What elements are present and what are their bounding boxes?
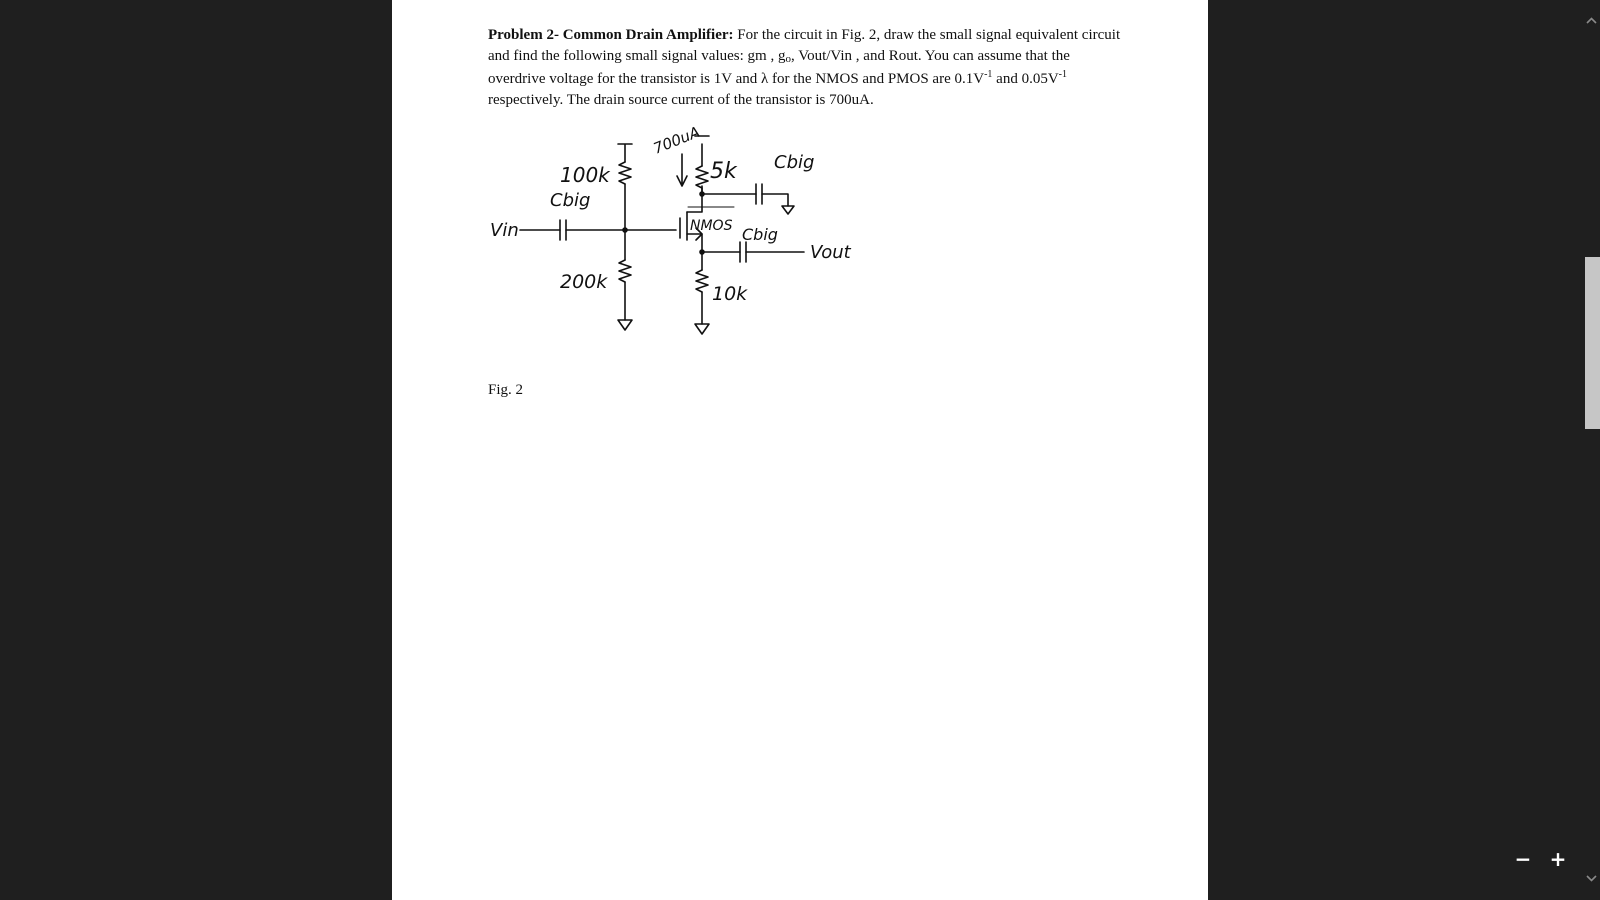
c-in-label: Cbig [550,190,591,211]
c-out-label: Cbig [742,225,778,244]
r-source-label: 10k [712,283,748,305]
common-drain-schematic [488,112,888,372]
zoom-out-button[interactable]: − [1514,847,1532,871]
chevron-up-icon[interactable] [1583,12,1600,29]
zoom-in-button[interactable]: + [1549,847,1567,871]
chevron-down-icon[interactable] [1583,870,1600,887]
problem-text: respectively. The drain source current of the transistor is 700uA. [488,91,874,108]
scroll-thumb[interactable] [1585,257,1600,429]
circuit-figure [488,112,888,372]
current-label: 700uA [650,122,703,158]
go-subscript: o [785,52,791,65]
c-drain-label: Cbig [774,152,815,173]
problem-heading: Problem 2- Common Drain Amplifier: [488,27,734,43]
problem-text: For the circuit in Fig. 2, draw the small signal equivalent circuit and find the following small signal values: gm , g [488,27,1121,64]
exponent: -1 [984,69,993,80]
vertical-scrollbar[interactable] [1583,0,1600,900]
device-label: NMOS [690,218,733,234]
vout-label: Vout [810,242,851,263]
problem-text: , Vout/Vin , and Rout. You can assume that the overdrive voltage for the transistor is 1V and λ for the NMOS and PMOS are 0.1V [488,47,1070,87]
r-drain-label: 5k [710,159,737,184]
problem-statement [488,25,1122,110]
vin-label: Vin [490,220,519,241]
r-top-label: 100k [560,163,610,187]
exponent: -1 [1058,69,1068,80]
r-bottom-label: 200k [560,271,608,293]
figure-caption: Fig. 2 [488,382,524,398]
problem-text: and 0.05V [992,71,1059,87]
document-page [392,0,1208,900]
